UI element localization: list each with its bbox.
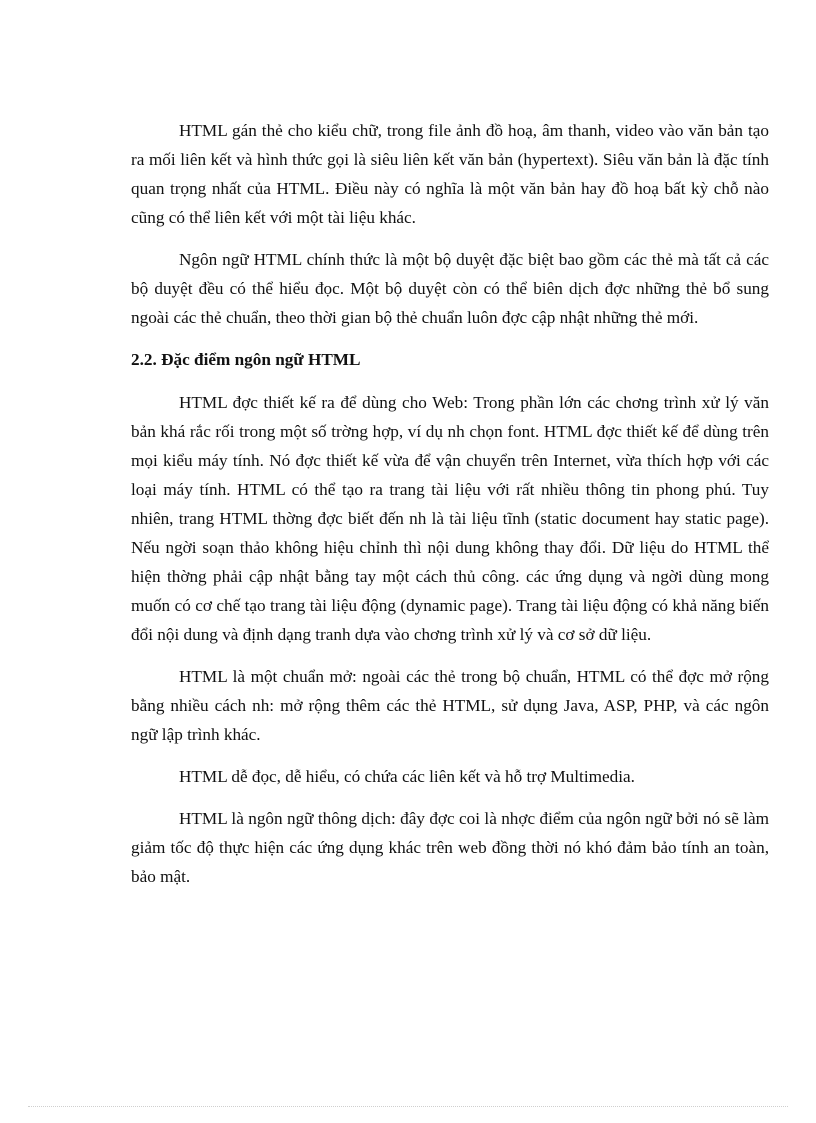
paragraph-browser-tags: Ngôn ngữ HTML chính thức là một bộ duyệt đặc biệt bao gồm các thẻ mà tất cả các bộ duyệt đều có thể hiểu đọc. Một bộ duyệt còn có thể biên dịch đợc những thẻ bổ sung ngoài các thẻ chuẩn, theo thời gian bộ thẻ chuẩn luôn đợc cập nhật những thẻ mới. <box>131 250 769 327</box>
paragraph-open-standard: HTML là một chuẩn mở: ngoài các thẻ trong bộ chuẩn, HTML có thể đợc mở rộng bằng nhiều cách nh: mở rộng thêm các thẻ HTML, sử dụng Java, ASP, PHP, và các ngôn ngữ lập trình khác. <box>131 667 769 744</box>
paragraph-hypertext: HTML gán thẻ cho kiểu chữ, trong file ảnh đồ hoạ, âm thanh, video vào văn bản tạo ra mối liên kết và hình thức gọi là siêu liên kết văn bản (hypertext). Siêu văn bản là đặc tính quan trọng nhất của HTML. Điều này có nghĩa là một văn bản hay đồ hoạ bất kỳ chỗ nào cũng có thể liên kết với một tài liệu khác. <box>131 121 769 227</box>
paragraph-readability: HTML dễ đọc, dễ hiểu, có chứa các liên kết và hỗ trợ Multimedia. <box>179 767 635 786</box>
document-body <box>131 116 769 891</box>
section-heading: 2.2. Đặc điểm ngôn ngữ HTML <box>131 350 361 369</box>
paragraph-web-design: HTML đợc thiết kế ra để dùng cho Web: Trong phần lớn các chơng trình xử lý văn bản khá rắc rối trong một số trờng hợp, ví dụ nh chọn font. HTML đợc thiết kế để dùng trên mọi kiểu máy tính. Nó đợc thiết kế vừa để vận chuyển trên Internet, vừa thích hợp với các loại máy tính. HTML có thể tạo ra trang tài liệu với rất nhiều thông tin phong phú. Tuy nhiên, trang HTML thờng đợc biết đến nh là tài liệu tĩnh (static document hay static page). Nếu ngời soạn thảo không hiệu chỉnh thì nội dung không thay đổi. Dữ liệu do HTML thể hiện thờng phải cập nhật bằng tay một cách thủ công. các ứng dụng và ngời dùng mong muốn có cơ chế tạo trang tài liệu động (dynamic page). Trang tài liệu động có khả năng biến đổi nội dung và định dạng tranh dựa vào chơng trình xử lý và cơ sở dữ liệu. <box>131 393 769 644</box>
page-bottom-divider <box>28 1106 788 1107</box>
paragraph-interpreted-language: HTML là ngôn ngữ thông dịch: đây đợc coi là nhợc điểm của ngôn ngữ bởi nó sẽ làm giảm tốc độ thực hiện các ứng dụng khác trên web đồng thời nó khó đảm bảo tính an toàn, bảo mật. <box>131 809 769 886</box>
